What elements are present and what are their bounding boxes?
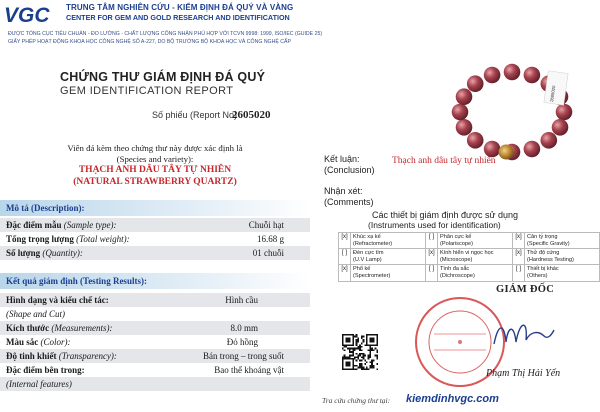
bracelet-bead [556,104,573,121]
accreditation-line: ĐƯỢC TỔNG CỤC TIÊU CHUẨN - ĐO LƯỜNG - CHẤT LƯỢNG CÔNG NHẬN PHÙ HỢP VỚI TCVN 9998: 1999, ISO/IEC (GUIDE 25) [8,31,323,37]
license-line: GIẤY PHÉP HOẠT ĐỘNG KHOA HỌC CÔNG NGHỆ SỐ A-227, DO BỘ TRƯỞNG BỘ KHOA HỌC VÀ CÔNG NGHỆ CẤP [8,39,291,45]
conclusion-label-en: (Conclusion) [324,165,375,175]
bracelet-photo [446,56,584,166]
intro-vn: Viên đá kèm theo chứng thư này được xác định là [67,143,243,153]
testing-internal-row: Đặc điểm bên trong: Bao thể khoáng vật [6,365,284,375]
description-row: Số lượng (Quantity): 01 chuỗi [0,246,310,260]
instruments-title-vn: Các thiết bị giám định được sử dụng [372,210,519,220]
bracelet-bead [456,119,473,136]
certificate-title-vn: CHỨNG THƯ GIÁM ĐỊNH ĐÁ QUÝ [60,70,266,84]
conclusion-value: Thạch anh dâu tây tự nhiên [392,156,496,166]
testing-transparency-row: Độ tinh khiết (Transparency): Bán trong – trong suốt [0,349,310,363]
bracelet-bead [524,141,541,158]
bracelet-bead [467,132,484,149]
org-name-vn: TRUNG TÂM NGHIÊN CỨU - KIỂM ĐỊNH ĐÁ QUÝ VÀ VÀNG [66,3,294,12]
organization-block [66,3,293,22]
instrument-row: [x] Khúc xạ kế (Refractometer) [ ] Phân cực kế (Polariscope) [x] Cân tỷ trọng (Specific Gravity) [339,233,600,249]
testing-internal-en-row: (Internal features) [0,377,310,391]
certificate-header [0,0,600,52]
testing-color-row: Màu sắc (Color): Đỏ hồng [6,337,258,347]
comments-label-vn: Nhận xét: [324,186,363,196]
report-no-label: Số phiếu (Report No) [152,110,238,120]
tag-number: 2605020 [549,85,557,103]
instruments-title-en: (Instruments used for identification) [368,220,501,230]
bracelet-bead [467,75,484,92]
species-vn: THẠCH ANH DÂU TÂY TỰ NHIÊN [78,165,232,175]
director-name: Phạm Thị Hải Yến [486,368,561,379]
report-left-column [0,52,310,412]
certificate-title-en: GEM IDENTIFICATION REPORT [60,85,234,97]
signature-mark [488,314,558,354]
report-right-column [310,52,600,412]
bracelet-bead [524,67,541,84]
testing-shape-row: Hình dạng và kiểu chế tác: Hình cầu [0,293,310,307]
instrument-row: [ ] Đèn cực tím (U.V Lamp) [x] Kính hiển vi ngọc học (Microscope) [x] Thử độ cứng (Hardness Testing) [339,249,600,265]
org-name-en: CENTER FOR GEM AND GOLD RESEARCH AND IDENTIFICATION [66,13,290,22]
species-en: (NATURAL STRAWBERRY QUARTZ) [73,177,237,187]
bracelet-charm [499,145,514,160]
testing-heading: Kết quả giám định (Testing Results): [0,273,310,289]
bracelet-bead [504,64,521,81]
logo-text: VGC [4,4,50,25]
vgc-logo [4,3,62,25]
testing-size-row: Kích thước (Measurements): 8.0 mm [0,321,310,335]
lookup-label: Tra cứu chứng thư tại: [322,396,391,405]
description-row: Tổng trọng lượng (Total weight): 16.68 g [6,234,284,244]
conclusion-label-vn: Kết luận: [324,154,360,164]
bracelet-bead [541,132,558,149]
instruments-table [338,232,600,282]
bracelet-bead [552,119,569,136]
lookup-url[interactable]: kiemdinhvgc.com [406,393,499,405]
testing-shape-en-row: (Shape and Cut) [6,309,65,319]
comments-label-en: (Comments) [324,197,374,207]
instrument-row: [x] Phổ kế (Spectrometer) [ ] Tình đa sắc (Dichroscope) [ ] Thiết bị khác (Others) [339,265,600,281]
director-title: GIÁM ĐỐC [496,284,555,295]
bracelet-bead [456,88,473,105]
qr-code [342,334,378,370]
description-heading: Mô tả (Description): [0,200,310,216]
bracelet-bead [484,67,501,84]
description-row: Đặc điểm mẫu (Sample type): Chuỗi hạt [0,218,310,232]
report-no-value: 2605020 [232,109,271,121]
bracelet-bead [452,104,469,121]
intro-en: (Species and variety): [116,154,194,164]
bracelet-bead [484,141,501,158]
tag-label [544,71,568,105]
